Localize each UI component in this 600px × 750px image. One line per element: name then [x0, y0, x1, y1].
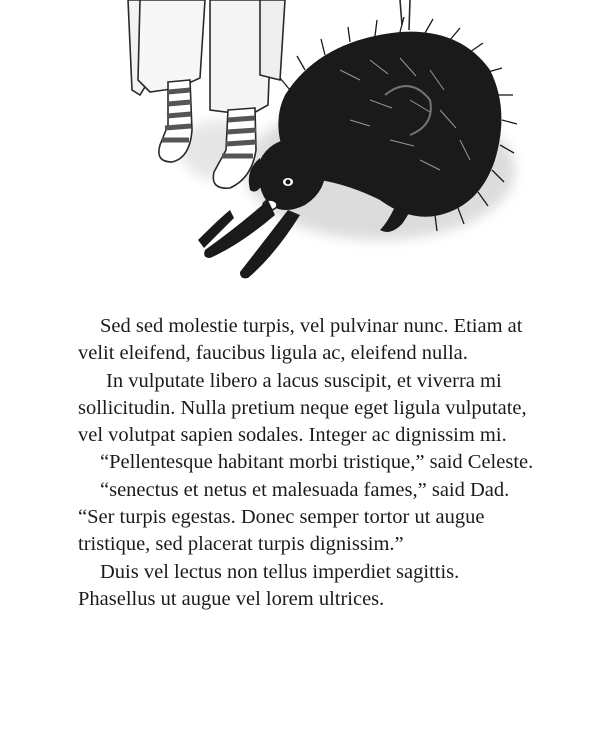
story-paragraph: “Pellentesque habitant morbi tristique,” said Celeste. [100, 451, 534, 474]
dog-drawing [110, 0, 530, 290]
story-paragraph: Duis vel lectus non tellus imperdiet sagittis. Phasellus ut augue vel lorem ultrices. [78, 560, 460, 610]
dog-illustration [110, 0, 530, 290]
story-paragraph: Sed sed molestie turpis, vel pulvinar nunc. Etiam at velit eleifend, faucibus ligula ac, eleifend nulla. [78, 315, 523, 365]
story-paragraph: “senectus et netus et malesuada fames,” said Dad. “Ser turpis egestas. Donec semper tortor ut augue tristique, sed placerat turpis dignissim.” [78, 478, 510, 556]
story-text [78, 313, 538, 613]
striped-sock-left [159, 80, 192, 162]
story-paragraph: In vulputate libero a lacus suscipit, et viverra mi sollicitudin. Nulla pretium neque eget ligula vulputate, vel volutpat sapien sodales. Integer ac dignissim mi. [78, 369, 527, 447]
